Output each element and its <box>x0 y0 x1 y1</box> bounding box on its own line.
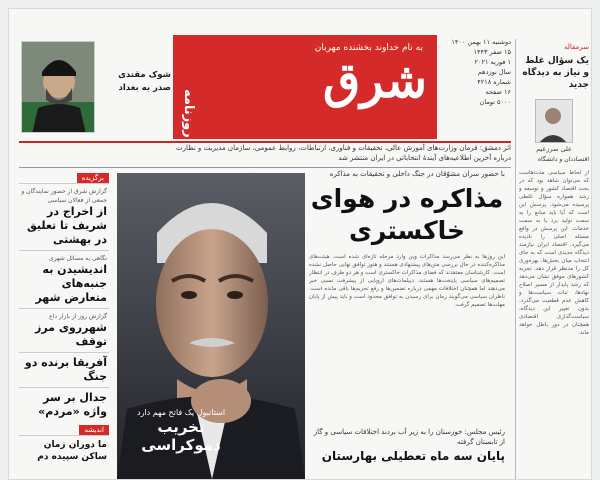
author-name: علی سرزعیم <box>536 145 572 153</box>
issue-line: سال نوزدهم <box>477 68 511 76</box>
ticker-line[interactable]: درباره آخرین اطلاعیه‌های آیندهٔ انتخاباتی در ایران منتشر شد <box>338 154 511 162</box>
editorial-column <box>515 39 589 479</box>
masthead-logo: شرق <box>323 53 427 109</box>
section-tag: اندیشه <box>79 425 109 435</box>
author-avatar <box>535 99 573 143</box>
secondary-headline[interactable]: پایان سه ماه تعطیلی بهارستان <box>321 449 505 463</box>
author-byline: اقتصاددان و دانشگاه <box>537 156 589 163</box>
lead-body: این روزها به نظر می‌رسد مذاکرات وین وارد مرحله تازه‌ای شده است. هیئت‌های مذاکره‌کننده در حال بررسی متن‌های پیشنهادی هستند و هنوز توافق نهایی حاصل نشده است. کارشناسان معتقدند که فضای مذاکرات خاکستری است و هر دو طرف در انتظار تصمیم‌های سیاسی پایتخت‌ها هستند. دیپلمات‌های اروپایی از پیشرفت نسبی خبر می‌دهند اما همچنان اختلافات مهمی درباره تضمین‌ها و رفع تحریم‌ها باقی مانده است. ناظران سیاسی می‌گویند زمان برای رسیدن به توافق محدود است و باید پیش از پایان مهلت‌ها تصمیم گرفت. <box>309 254 505 308</box>
issue-line: ۵۰۰۰ تومان <box>479 98 511 106</box>
issue-line: ۱۶ صفحه <box>485 88 511 96</box>
promo-headline[interactable]: شوک مقتدی صدر به بغداد <box>118 70 171 93</box>
list-item[interactable] <box>19 308 109 352</box>
list-item[interactable] <box>19 387 109 422</box>
ticker-line[interactable]: اثر دمشق: فرمان وزارت‌های آموزش عالی، تحقیقات و فناوری، ارتباطات، روابط عمومی، سازمان مدیریت و نظارت <box>176 144 511 152</box>
secondary-story <box>309 427 505 465</box>
masthead <box>173 35 437 139</box>
issue-line: ۱ فوریه ۲۰۲۱ <box>474 58 511 66</box>
item-kicker: نگاهی به مسائل شهری <box>49 255 107 262</box>
lead-story <box>309 169 505 479</box>
item-headline: شهرروی مرز توقف <box>35 321 107 348</box>
list-item[interactable] <box>19 435 109 466</box>
list-item[interactable] <box>19 352 109 387</box>
caption-headline[interactable]: تخریب دموکراسی <box>141 418 221 454</box>
section-rule <box>19 167 511 168</box>
issue-line: ۱۵ صفر ۱۴۴۳ <box>473 48 511 56</box>
item-headline: از اخراج در شریف تا تعلیق در بهشتی <box>26 205 107 246</box>
list-item[interactable] <box>19 183 109 250</box>
masthead-rooznameh: روزنامه <box>181 89 196 138</box>
promo-photo <box>21 41 95 133</box>
issue-line: دوشنبه ۱۱ بهمن ۱۴۰۰ <box>451 38 511 46</box>
issue-info <box>439 37 511 107</box>
photo-caption <box>131 407 231 454</box>
editorial-body: از لحاظ سیاسی مدت‌هاست که می‌توان شاهد بود که در بحث اقتصاد کشور و توسعه و رشد همواره سؤال غلطی پرسیده می‌شود. پرسش این است که آیا باید منابع را به سمت تولید برد یا به سمت خدمات. این پرسش در واقع مسئله اصلی را نادیده می‌گیرد. اقتصاد ایران نیازمند دیدگاه جدیدی است که به جای انتخاب میان بخش‌ها، بهره‌وری کل را مدنظر قرار دهد. تجربه کشورهای موفق نشان می‌دهد که رشد پایدار از مسیر اصلاح نهادها، ثبات سیاست‌ها و کاهش عدم قطعیت می‌گذرد. بدون تغییر این دیدگاه، سیاست‌گذاری اقتصادی همچنان در دور باطل خواهد ماند. <box>519 170 589 336</box>
secondary-kicker: رئیس مجلس: خوزستان را به زیر آب بردند اختلافات سیاسی و گاز از تابستان گرفته <box>313 428 505 446</box>
newspaper-page <box>8 8 592 480</box>
item-kicker: گزارش شرق از حضور نمایندگان و جمعی از فعالان سیاسی <box>21 188 107 204</box>
ticker <box>19 143 511 163</box>
left-column <box>19 173 109 473</box>
editorial-tag: سرمقاله <box>563 43 589 51</box>
section-tag: برگزیده <box>77 173 109 183</box>
item-headline: آفریقا برنده دو جنگ <box>24 356 107 383</box>
lead-headline[interactable]: مذاکره در هوای خاکستری <box>310 184 504 245</box>
item-kicker: گزارش روز از بازار داغ <box>49 313 107 320</box>
item-headline: ما دوران زمان ساکن سپیده دم <box>37 440 107 462</box>
item-headline: جدال بر سر واژه «مردم» <box>38 391 107 418</box>
caption-kicker: استانبول یک فاتح مهم دارد <box>136 408 226 417</box>
issue-line: شماره ۴۲۱۸ <box>477 78 511 86</box>
list-item[interactable] <box>19 250 109 308</box>
lead-kicker: با حضور سران مشوّقان در جنگ داخلی و تحقیقات به مذاکره <box>329 170 505 178</box>
masthead-tagline: به نام خداوند بخشنده مهربان <box>314 43 423 53</box>
item-headline: اندیشیدن به جنبه‌های متعارض شهر <box>35 263 107 304</box>
editorial-headline[interactable]: یک سؤال غلط و نیاز به دیدگاه جدید <box>522 56 589 90</box>
